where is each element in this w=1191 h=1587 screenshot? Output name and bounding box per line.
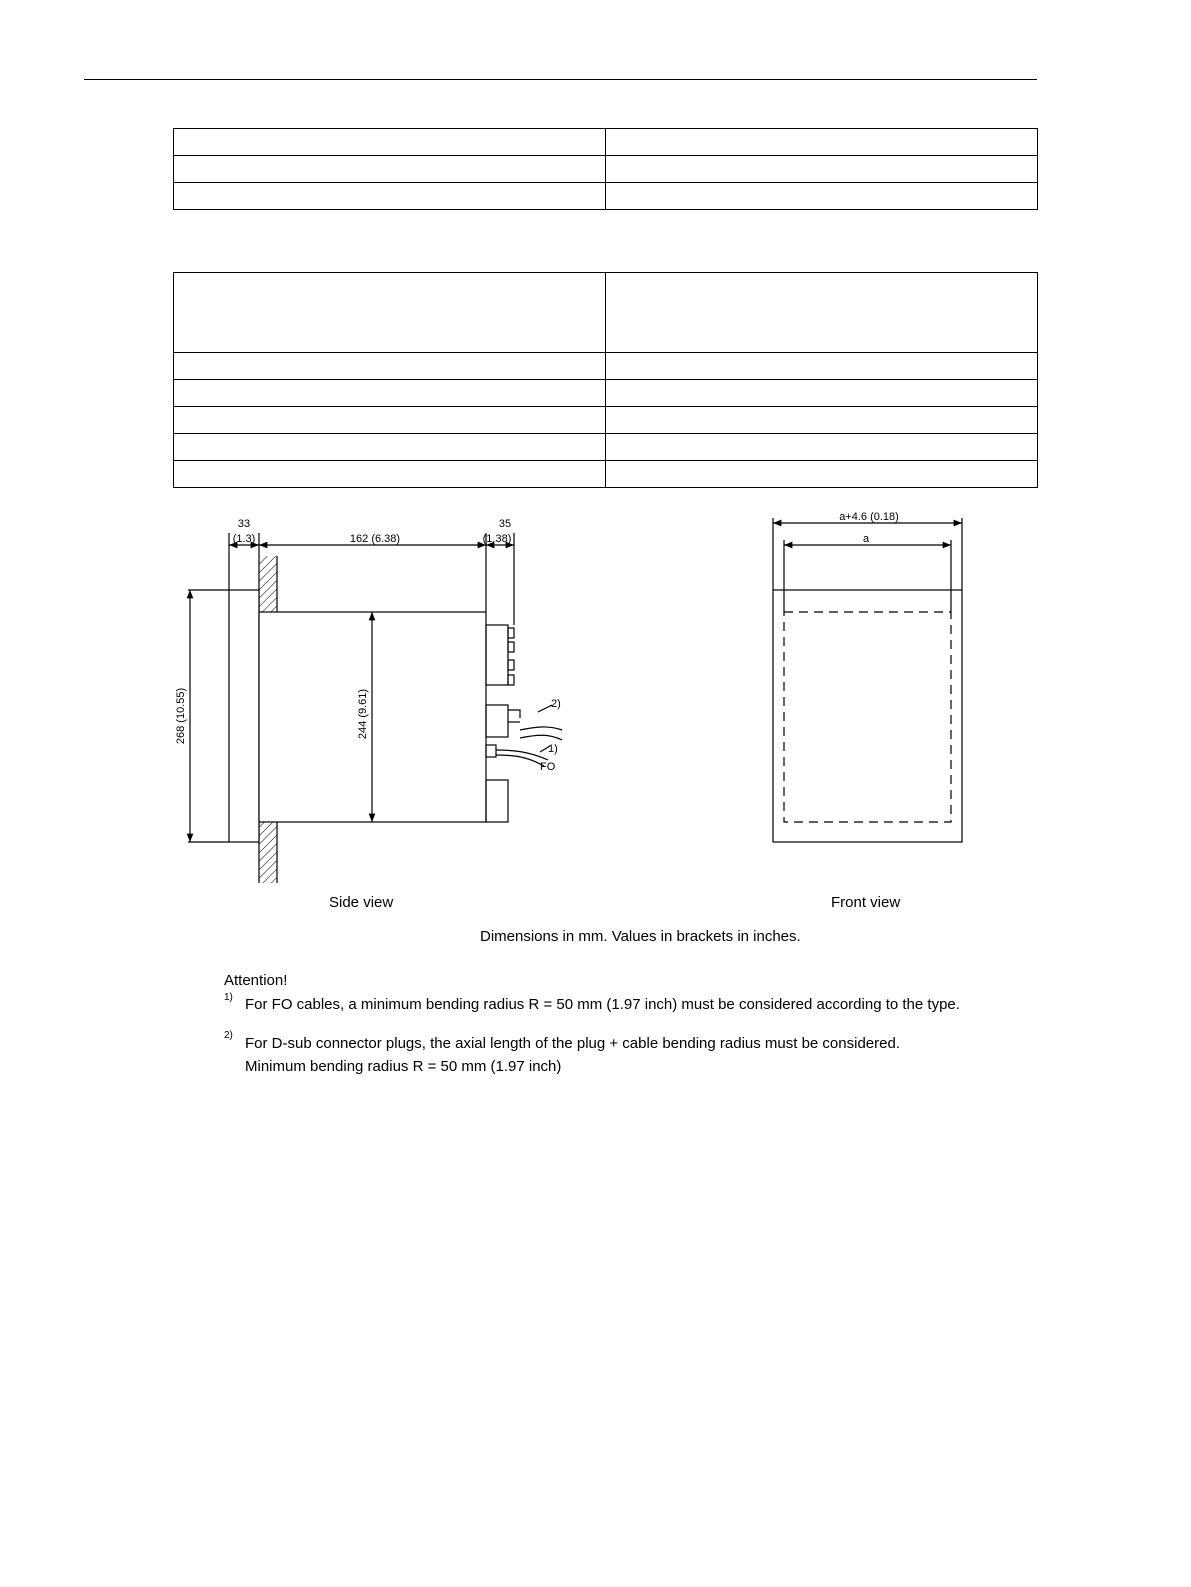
dsub-cable bbox=[520, 727, 562, 730]
table-row bbox=[174, 183, 1038, 210]
side-view-caption: Side view bbox=[329, 894, 394, 911]
dim-label-162: 162 (6.38) bbox=[349, 533, 401, 545]
cutout-outline bbox=[784, 612, 951, 822]
table-cell bbox=[174, 380, 606, 407]
note-1-marker: 1) bbox=[548, 743, 558, 755]
table-cell bbox=[174, 183, 606, 210]
table-cell bbox=[606, 183, 1038, 210]
dim-label-35: 35 bbox=[498, 518, 512, 530]
table-cell bbox=[606, 353, 1038, 380]
dim-label-244: 244 (9.61) bbox=[357, 688, 369, 740]
dim-label-inner: a bbox=[862, 533, 870, 545]
table-cell bbox=[606, 273, 1038, 353]
table-row bbox=[174, 156, 1038, 183]
table-cell bbox=[174, 156, 606, 183]
dim-label-33: 33 bbox=[237, 518, 251, 530]
units-note: Dimensions in mm. Values in brackets in inches. bbox=[480, 928, 801, 945]
header-rule bbox=[84, 79, 1037, 80]
dimension-drawing bbox=[0, 500, 1191, 900]
table-row bbox=[174, 461, 1038, 488]
table-row bbox=[174, 434, 1038, 461]
table-cell bbox=[606, 156, 1038, 183]
attention-heading: Attention! bbox=[224, 972, 288, 989]
note-2-marker: 2) bbox=[551, 698, 561, 710]
spec-table-2 bbox=[173, 272, 1038, 488]
footnote-2-text: For D-sub connector plugs, the axial length of the plug + cable bending radius must be considered. bbox=[245, 1035, 900, 1052]
front-plate bbox=[229, 590, 259, 842]
table-cell bbox=[606, 380, 1038, 407]
table-row bbox=[174, 407, 1038, 434]
footnote-2-marker: 2) bbox=[224, 1030, 233, 1041]
table-cell bbox=[606, 434, 1038, 461]
table-row bbox=[174, 353, 1038, 380]
front-view-caption: Front view bbox=[831, 894, 901, 911]
dim-label-33-inch: (1.3) bbox=[232, 533, 256, 545]
fo-label: FO bbox=[540, 761, 556, 773]
table-row bbox=[174, 273, 1038, 353]
table-row bbox=[174, 129, 1038, 156]
table-cell bbox=[174, 461, 606, 488]
side-view bbox=[188, 533, 562, 883]
spec-table-1 bbox=[173, 128, 1038, 210]
table-cell bbox=[174, 273, 606, 353]
table-cell bbox=[174, 129, 606, 156]
table-cell bbox=[174, 434, 606, 461]
table-row bbox=[174, 380, 1038, 407]
dim-label-outer: a+4.6 (0.18) bbox=[839, 511, 899, 523]
rear-connectors bbox=[486, 625, 520, 822]
footnote-2-text-line2: Minimum bending radius R = 50 mm (1.97 inch) bbox=[245, 1058, 562, 1075]
table-cell bbox=[606, 461, 1038, 488]
table-cell bbox=[606, 407, 1038, 434]
footnote-1-marker: 1) bbox=[224, 992, 233, 1003]
table-cell bbox=[174, 407, 606, 434]
front-outline bbox=[773, 590, 962, 842]
front-view bbox=[773, 518, 962, 842]
table-cell bbox=[606, 129, 1038, 156]
footnote-1-text: For FO cables, a minimum bending radius R = 50 mm (1.97 inch) must be considered according to the type. bbox=[245, 996, 960, 1013]
dim-label-268: 268 (10.55) bbox=[175, 687, 187, 745]
dim-label-35-inch: (1.38) bbox=[482, 533, 512, 545]
table-cell bbox=[174, 353, 606, 380]
